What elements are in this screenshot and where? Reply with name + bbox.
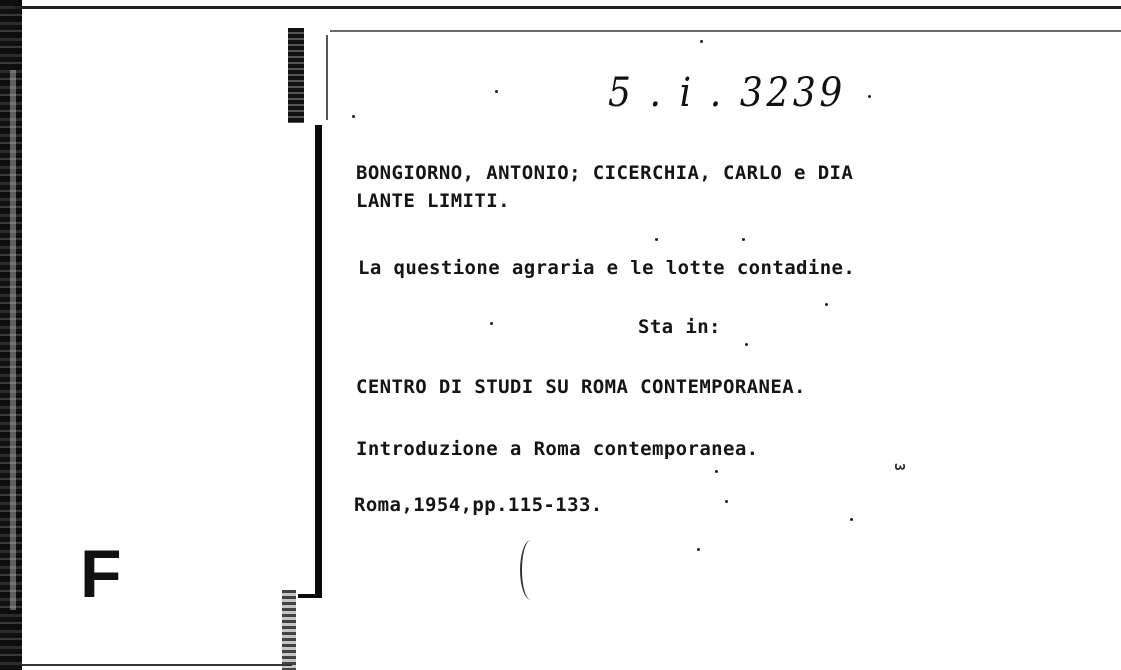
- host-title: Introduzione a Roma contemporanea.: [356, 438, 759, 460]
- drawer-letter: F: [80, 536, 122, 612]
- author-line-1: BONGIORNO, ANTONIO; CICERCHIA, CARLO e DIA: [356, 162, 854, 184]
- scan-speck: [697, 548, 700, 551]
- scan-speck: [700, 40, 703, 43]
- card-bottom-border: [22, 664, 292, 666]
- card-top-inner-border: [330, 30, 1121, 32]
- margin-divider-foot: [298, 594, 322, 598]
- card-left-edge-highlight: [10, 70, 16, 610]
- scan-speck: [352, 115, 355, 118]
- side-mark: 3: [891, 463, 906, 471]
- card-tab-strip-bottom: [282, 590, 296, 670]
- in-label: Sta in:: [638, 316, 721, 338]
- scan-speck: [490, 322, 493, 325]
- margin-rule: [326, 35, 328, 120]
- scan-speck: [495, 90, 498, 93]
- scan-speck: [655, 238, 658, 241]
- scan-speck: [715, 470, 718, 473]
- card-top-border: [14, 6, 1121, 9]
- scan-speck: [745, 343, 748, 346]
- pencil-mark: [520, 540, 542, 600]
- scan-speck: [742, 238, 745, 241]
- author-line-2: LANTE LIMITI.: [356, 190, 510, 212]
- scan-speck: [850, 518, 853, 521]
- host-author: CENTRO DI STUDI SU ROMA CONTEMPORANEA.: [356, 376, 806, 398]
- margin-divider: [315, 125, 322, 597]
- scan-speck: [825, 303, 828, 306]
- card-tab-strip: [288, 28, 304, 123]
- shelfmark: 5 . i . 3239: [608, 70, 846, 116]
- scan-speck: [725, 500, 728, 503]
- scan-speck: [868, 95, 871, 98]
- work-title: La questione agraria e le lotte contadine.: [358, 257, 856, 279]
- publication-details: Roma,1954,pp.115-133.: [354, 494, 603, 516]
